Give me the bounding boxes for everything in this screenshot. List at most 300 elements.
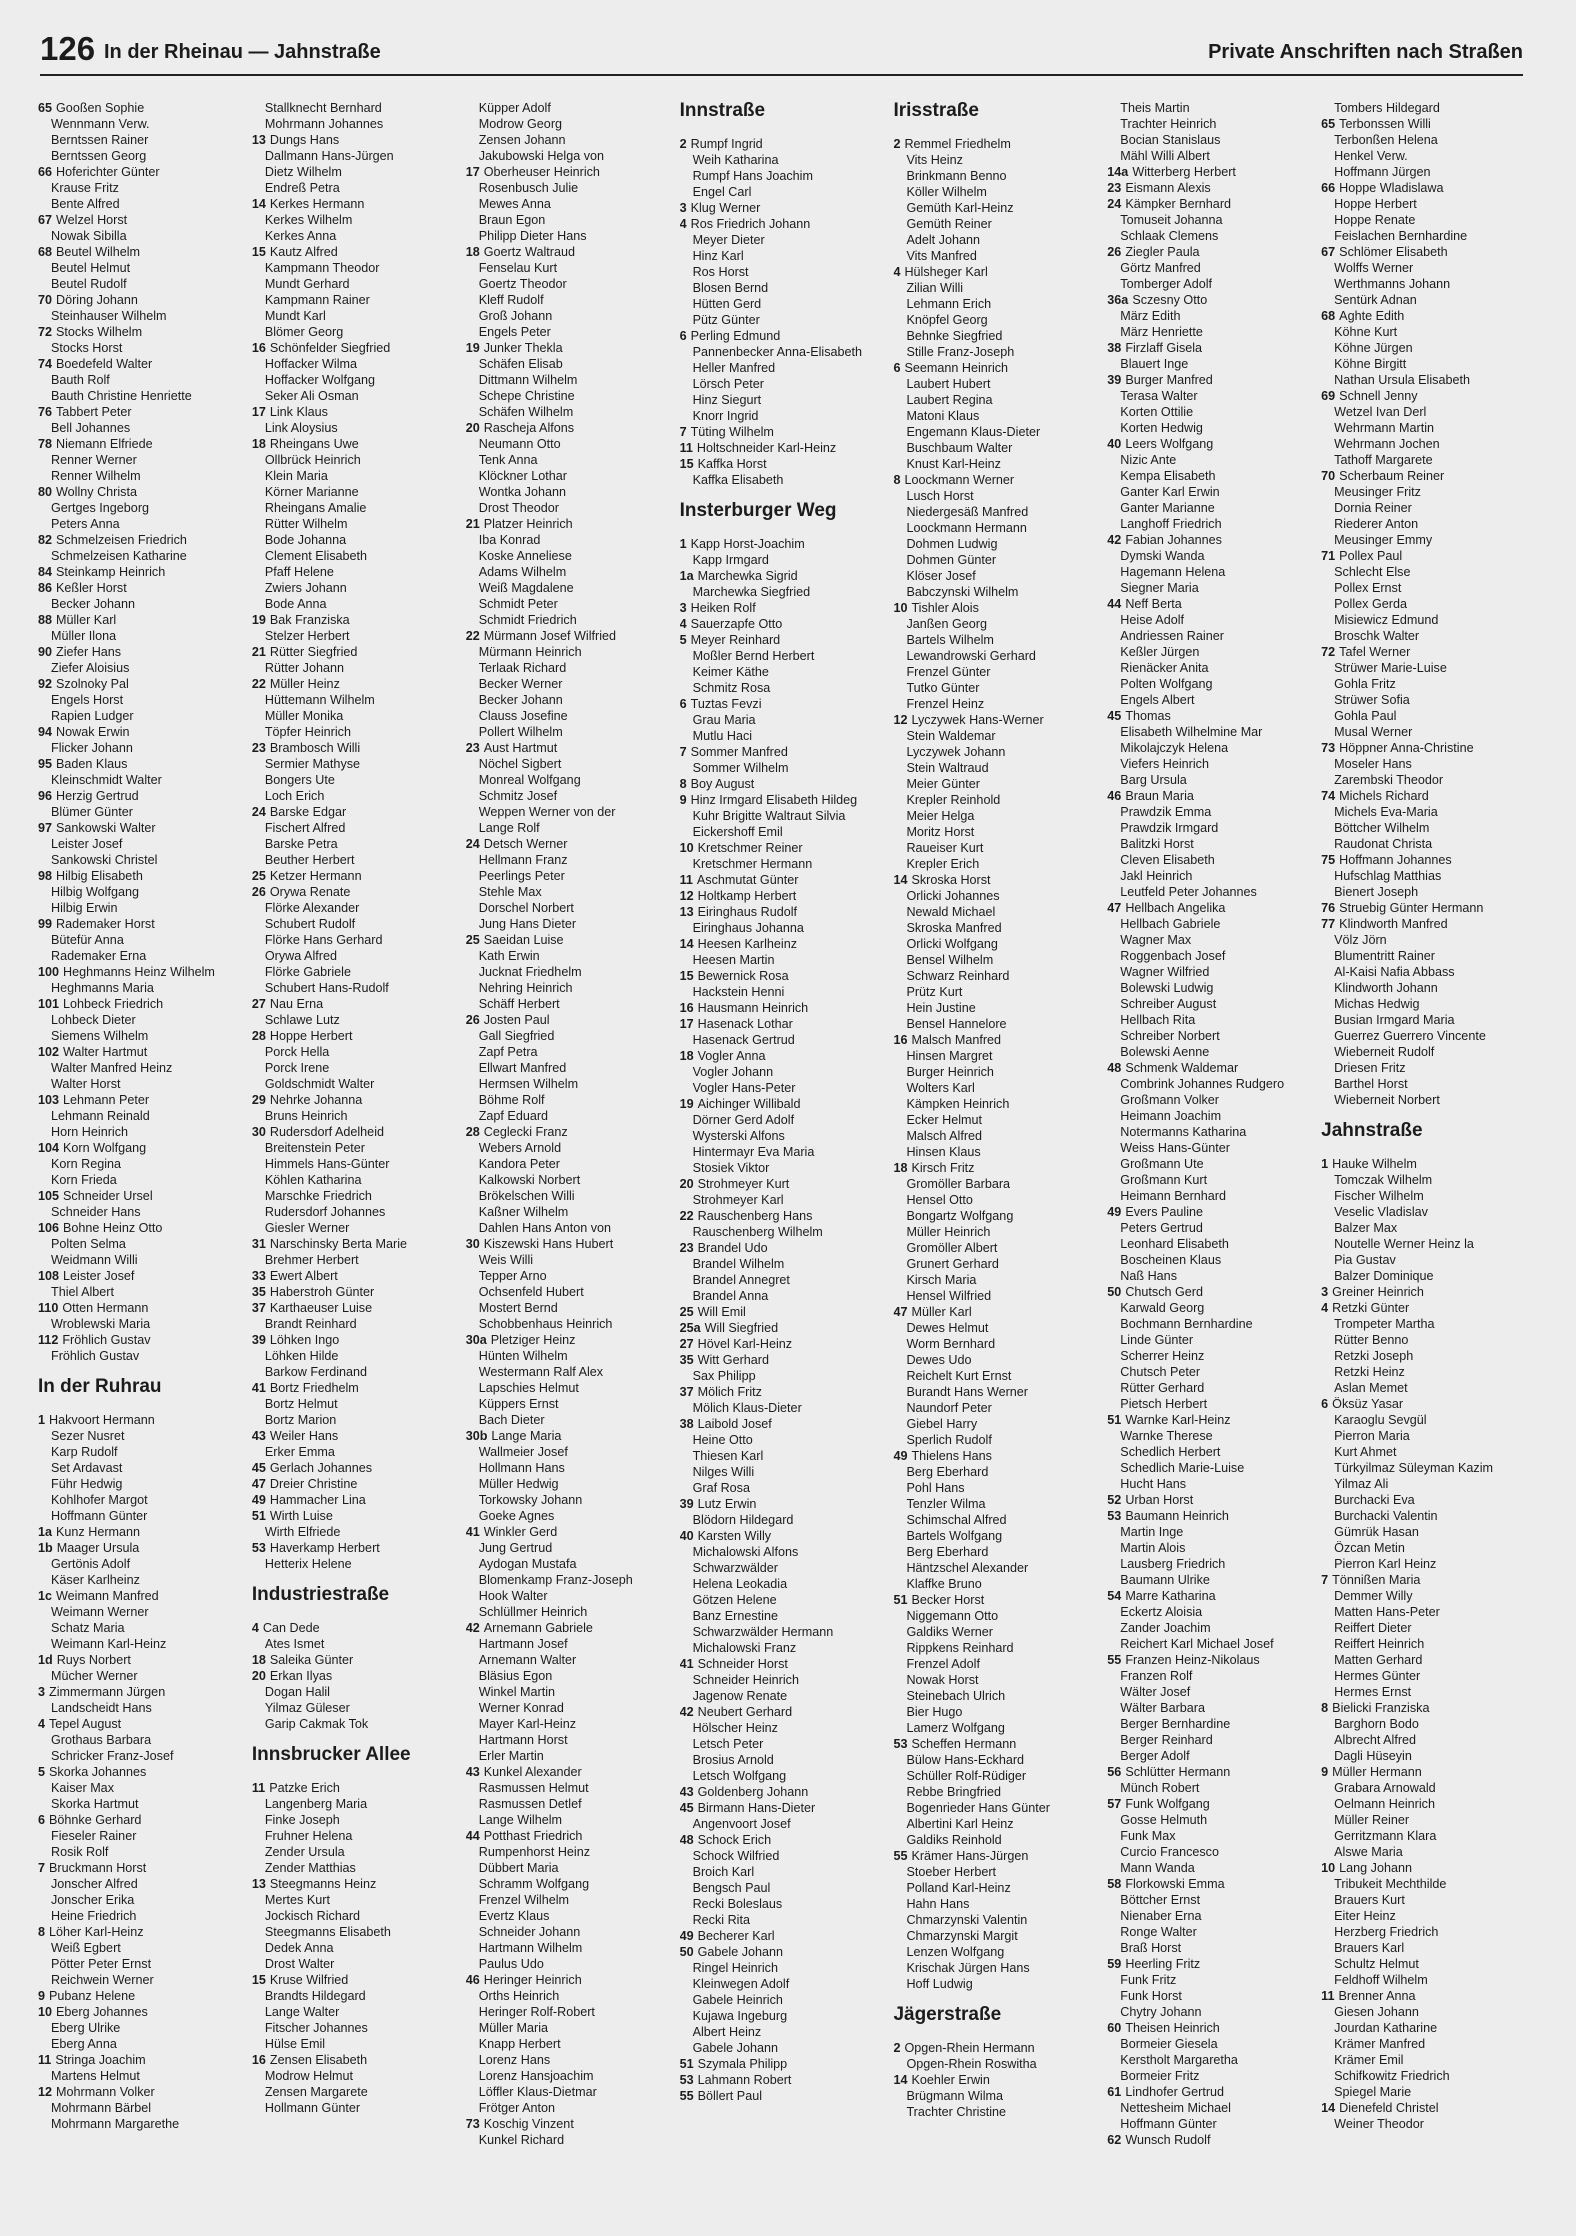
resident-name: Schäfen Elisab	[478, 357, 563, 371]
resident-name: Fischer Wilhelm	[1334, 1189, 1424, 1203]
resident-entry	[252, 532, 459, 548]
resident-name: Hasenack Lothar	[697, 1017, 793, 1031]
resident-name: Strohmeyer Kurt	[697, 1177, 790, 1191]
house-number: 20	[679, 1177, 694, 1191]
resident-entry	[466, 164, 673, 180]
resident-entry	[680, 872, 887, 888]
resident-entry	[1107, 1956, 1314, 1972]
resident-name: Berg Eberhard	[906, 1465, 989, 1479]
resident-name: Blümer Günter	[51, 805, 133, 819]
house-number: 10	[38, 2005, 53, 2019]
resident-name: Moritz Horst	[906, 825, 975, 839]
resident-name: Lorenz Hans	[478, 2053, 551, 2067]
resident-entry	[680, 1288, 887, 1304]
house-number: 69	[1321, 389, 1336, 403]
resident-entry	[466, 1156, 673, 1172]
resident-entry	[38, 1076, 245, 1092]
resident-name: Theis Martin	[1120, 101, 1190, 115]
resident-entry	[252, 1188, 459, 1204]
resident-entry	[252, 1700, 459, 1716]
resident-name: Wennmann Verw.	[51, 117, 150, 131]
resident-name: Porck Hella	[264, 1045, 330, 1059]
resident-entry	[1321, 516, 1528, 532]
resident-name: Naundorf Peter	[906, 1401, 992, 1415]
resident-entry	[252, 260, 459, 276]
resident-name: Kujawa Ingeburg	[692, 2009, 788, 2023]
resident-name: Barkow Ferdinand	[264, 1365, 368, 1379]
resident-entry	[893, 1560, 1100, 1576]
house-number: 73	[1321, 741, 1336, 755]
resident-name: Arnemann Gabriele	[483, 1621, 593, 1635]
resident-entry	[38, 708, 245, 724]
resident-entry	[38, 1988, 245, 2004]
resident-name: Brehmer Herbert	[264, 1253, 359, 1267]
house-number: 44	[1107, 597, 1122, 611]
resident-name: Orths Heinrich	[478, 1989, 560, 2003]
resident-name: Marre Katharina	[1125, 1589, 1216, 1603]
resident-entry	[252, 1236, 459, 1252]
house-number: 7	[679, 425, 687, 439]
resident-entry	[893, 296, 1100, 312]
resident-name: Evers Pauline	[1125, 1205, 1204, 1219]
resident-name: Blumentritt Rainer	[1334, 949, 1435, 963]
resident-name: Weiß Magdalene	[478, 581, 574, 595]
resident-entry	[1107, 676, 1314, 692]
resident-name: Modrow Georg	[478, 117, 563, 131]
resident-name: Großmann Volker	[1120, 1093, 1219, 1107]
resident-entry	[252, 500, 459, 516]
house-number: 73	[465, 2117, 480, 2131]
resident-entry	[680, 1416, 887, 1432]
resident-entry	[893, 1720, 1100, 1736]
resident-entry	[466, 1508, 673, 1524]
resident-name: Sermier Mathyse	[264, 757, 361, 771]
resident-name: Tenzler Wilma	[906, 1497, 986, 1511]
resident-name: Ziefer Aloisius	[51, 661, 130, 675]
resident-name: Skroska Manfred	[906, 921, 1002, 935]
house-number: 49	[1107, 1205, 1122, 1219]
resident-entry	[466, 1380, 673, 1396]
resident-entry	[893, 1784, 1100, 1800]
resident-name: Wälter Josef	[1120, 1685, 1191, 1699]
resident-entry	[1321, 308, 1528, 324]
resident-name: Brinkmann Benno	[906, 169, 1007, 183]
resident-entry	[38, 900, 245, 916]
resident-name: Maager Ursula	[56, 1541, 140, 1555]
resident-name: Müller Reiner	[1334, 1813, 1410, 1827]
house-number: 53	[1107, 1509, 1122, 1523]
resident-name: Lyczywek Hans-Werner	[911, 713, 1044, 727]
resident-name: Schlömer Elisabeth	[1339, 245, 1448, 259]
resident-name: Marchewka Sigrid	[697, 569, 798, 583]
resident-entry	[252, 1428, 459, 1444]
resident-entry	[893, 360, 1100, 376]
resident-name: Siemens Wilhelm	[51, 1029, 149, 1043]
resident-name: Warnke Therese	[1120, 1429, 1213, 1443]
resident-entry	[680, 744, 887, 760]
resident-name: Ruys Norbert	[56, 1653, 131, 1667]
resident-entry	[252, 692, 459, 708]
resident-entry	[680, 376, 887, 392]
resident-name: Terlaak Richard	[478, 661, 567, 675]
resident-name: Leonhard Elisabeth	[1120, 1237, 1229, 1251]
resident-entry	[1107, 1684, 1314, 1700]
resident-entry	[893, 1464, 1100, 1480]
house-number: 74	[1321, 789, 1336, 803]
house-number: 4	[38, 1717, 46, 1731]
resident-name: Pütz Günter	[692, 313, 760, 327]
resident-name: Bochmann Bernhardine	[1120, 1317, 1253, 1331]
resident-entry	[38, 2084, 245, 2100]
resident-name: Stoeber Herbert	[906, 1865, 997, 1879]
resident-entry	[680, 2024, 887, 2040]
resident-name: Himmels Hans-Günter	[264, 1157, 390, 1171]
resident-name: Ringel Heinrich	[692, 1961, 778, 1975]
resident-entry	[1107, 180, 1314, 196]
resident-name: Clauss Josefine	[478, 709, 568, 723]
resident-entry	[893, 904, 1100, 920]
resident-entry	[1321, 596, 1528, 612]
house-number: 76	[38, 405, 53, 419]
resident-entry	[252, 772, 459, 788]
resident-name: Balitzki Horst	[1120, 837, 1194, 851]
resident-name: Engels Horst	[51, 693, 124, 707]
house-number: 23	[1107, 181, 1122, 195]
resident-entry	[466, 980, 673, 996]
house-number: 82	[38, 533, 53, 547]
house-number: 20	[465, 421, 480, 435]
resident-name: Ros Horst	[692, 265, 749, 279]
resident-entry	[893, 504, 1100, 520]
resident-name: Kerkes Wilhelm	[264, 213, 353, 227]
resident-name: Mürmann Josef Wilfried	[483, 629, 617, 643]
resident-entry	[680, 1960, 887, 1976]
resident-entry	[38, 1252, 245, 1268]
resident-name: Schmidt Friedrich	[478, 613, 577, 627]
resident-name: Notermanns Katharina	[1120, 1125, 1247, 1139]
resident-name: Keßler Horst	[56, 581, 127, 595]
house-number: 14a	[1107, 165, 1129, 179]
house-number: 16	[893, 1033, 908, 1047]
resident-entry	[1107, 1780, 1314, 1796]
resident-entry	[893, 1848, 1100, 1864]
resident-name: Chmarzynski Valentin	[906, 1913, 1028, 1927]
resident-name: Link Klaus	[269, 405, 328, 419]
resident-entry	[252, 100, 459, 116]
resident-name: Wagner Max	[1120, 933, 1192, 947]
resident-entry	[680, 2072, 887, 2088]
resident-entry	[680, 1672, 887, 1688]
resident-name: Pia Gustav	[1334, 1253, 1396, 1267]
resident-name: Kohlhofer Margot	[51, 1493, 148, 1507]
resident-name: Sankowski Walter	[56, 821, 156, 835]
resident-entry	[38, 612, 245, 628]
resident-entry	[252, 404, 459, 420]
resident-name: Knapp Herbert	[478, 2037, 561, 2051]
resident-entry	[1107, 1828, 1314, 1844]
resident-name: Kunkel Richard	[478, 2133, 565, 2147]
resident-entry	[1321, 996, 1528, 1012]
resident-name: Eckertz Aloisia	[1120, 1605, 1203, 1619]
resident-name: Letsch Wolfgang	[692, 1769, 787, 1783]
resident-entry	[1107, 1268, 1314, 1284]
resident-entry	[1321, 852, 1528, 868]
resident-name: Wolffs Werner	[1334, 261, 1414, 275]
resident-entry	[38, 1060, 245, 1076]
resident-name: Winkel Martin	[478, 1685, 555, 1699]
resident-name: Tüting Wilhelm	[690, 425, 774, 439]
resident-name: Hölscher Heinz	[692, 1721, 778, 1735]
resident-entry	[38, 500, 245, 516]
resident-name: Gemüth Reiner	[906, 217, 992, 231]
resident-entry	[893, 1800, 1100, 1816]
resident-name: Prawdzik Irmgard	[1120, 821, 1219, 835]
resident-name: Groß Johann	[478, 309, 553, 323]
resident-name: Wieberneit Rudolf	[1334, 1045, 1435, 1059]
resident-name: Dübbert Maria	[478, 1861, 559, 1875]
resident-entry	[1107, 244, 1314, 260]
resident-entry	[680, 1032, 887, 1048]
resident-entry	[252, 1348, 459, 1364]
resident-name: Aslan Memet	[1334, 1381, 1408, 1395]
resident-entry	[466, 564, 673, 580]
resident-name: Rütter Johann	[264, 661, 344, 675]
resident-name: Hilbig Elisabeth	[56, 869, 143, 883]
resident-name: Schifkowitz Friedrich	[1334, 2069, 1450, 2083]
resident-entry	[1321, 868, 1528, 884]
resident-entry	[1321, 884, 1528, 900]
resident-entry	[252, 1716, 459, 1732]
resident-name: Leister Josef	[51, 837, 123, 851]
resident-name: Porck Irene	[264, 1061, 330, 1075]
resident-entry	[466, 1940, 673, 1956]
resident-entry	[466, 1956, 673, 1972]
resident-entry	[893, 1672, 1100, 1688]
house-number: 22	[251, 677, 266, 691]
resident-entry	[893, 1512, 1100, 1528]
resident-entry	[680, 216, 887, 232]
resident-entry	[1107, 2132, 1314, 2148]
resident-name: Mayer Karl-Heinz	[478, 1717, 576, 1731]
resident-entry	[1107, 1572, 1314, 1588]
resident-entry	[252, 1652, 459, 1668]
resident-name: Schubert Hans-Rudolf	[264, 981, 389, 995]
resident-entry	[252, 1460, 459, 1476]
resident-name: Ecker Helmut	[906, 1113, 983, 1127]
resident-entry	[466, 708, 673, 724]
resident-entry	[466, 1492, 673, 1508]
resident-name: Karp Rudolf	[51, 1445, 118, 1459]
resident-name: Lausberg Friedrich	[1120, 1557, 1226, 1571]
resident-entry	[252, 1956, 459, 1972]
resident-name: Brandts Hildegard	[264, 1989, 366, 2003]
resident-entry	[1321, 644, 1528, 660]
resident-name: Beutel Helmut	[51, 261, 131, 275]
directory-column	[252, 100, 459, 2210]
resident-entry	[893, 1864, 1100, 1880]
house-number: 43	[251, 1429, 266, 1443]
resident-name: Pierron Maria	[1334, 1429, 1410, 1443]
resident-entry	[252, 292, 459, 308]
resident-name: Döring Johann	[56, 293, 138, 307]
resident-name: Hackstein Henni	[692, 985, 785, 999]
resident-entry	[38, 260, 245, 276]
resident-name: Becker Johann	[51, 597, 136, 611]
resident-entry	[1107, 1876, 1314, 1892]
resident-entry	[1321, 532, 1528, 548]
resident-name: Hoffmann Günter	[51, 1509, 148, 1523]
resident-entry	[466, 1556, 673, 1572]
resident-name: Gooßen Sophie	[56, 101, 145, 115]
resident-name: Sperlich Rudolf	[906, 1433, 992, 1447]
resident-entry	[252, 2052, 459, 2068]
resident-name: Gohla Paul	[1334, 709, 1397, 723]
resident-entry	[893, 488, 1100, 504]
resident-entry	[1321, 1556, 1528, 1572]
resident-entry	[252, 2068, 459, 2084]
house-number: 11	[679, 873, 693, 887]
resident-name: Ros Friedrich Johann	[690, 217, 811, 231]
resident-name: Chytry Johann	[1120, 2005, 1202, 2019]
resident-name: Beuther Herbert	[264, 853, 355, 867]
resident-name: Korn Regina	[51, 1157, 122, 1171]
resident-entry	[1321, 468, 1528, 484]
resident-name: Cleven Elisabeth	[1120, 853, 1215, 867]
house-number: 40	[1107, 437, 1122, 451]
house-number: 37	[251, 1301, 266, 1315]
resident-name: Martens Helmut	[51, 2069, 140, 2083]
resident-entry	[252, 1780, 459, 1796]
resident-entry	[680, 440, 887, 456]
resident-name: Fabian Johannes	[1125, 533, 1222, 547]
resident-entry	[38, 1284, 245, 1300]
resident-entry	[893, 1960, 1100, 1976]
house-number: 15	[679, 969, 694, 983]
resident-entry	[1107, 1748, 1314, 1764]
resident-entry	[1107, 356, 1314, 372]
resident-entry	[252, 516, 459, 532]
resident-name: Kalkowski Norbert	[478, 1173, 581, 1187]
resident-entry	[1321, 292, 1528, 308]
resident-entry	[893, 808, 1100, 824]
house-number: 46	[1107, 789, 1122, 803]
resident-name: Trachter Heinrich	[1120, 117, 1217, 131]
resident-name: Weiler Hans	[269, 1429, 339, 1443]
resident-entry	[466, 260, 673, 276]
resident-name: Loockmann Hermann	[906, 521, 1027, 535]
resident-entry	[252, 1220, 459, 1236]
resident-name: Löher Karl-Heinz	[49, 1925, 144, 1939]
resident-name: Heller Manfred	[692, 361, 776, 375]
resident-name: Lehmann Erich	[906, 297, 992, 311]
resident-name: Rauschenberg Hans	[697, 1209, 813, 1223]
resident-name: Bruns Heinrich	[264, 1109, 348, 1123]
resident-name: Wolters Karl	[906, 1081, 975, 1095]
resident-entry	[38, 1316, 245, 1332]
resident-entry	[893, 248, 1100, 264]
resident-entry	[1107, 148, 1314, 164]
resident-name: Mölich Fritz	[697, 1385, 762, 1399]
house-number: 86	[38, 581, 53, 595]
resident-entry	[893, 2040, 1100, 2056]
resident-entry	[1321, 820, 1528, 836]
resident-name: Bormeier Giesela	[1120, 2037, 1218, 2051]
resident-name: Sczesny Otto	[1132, 293, 1208, 307]
resident-name: Alswe Maria	[1334, 1845, 1403, 1859]
house-number: 50	[679, 1945, 694, 1959]
house-number: 67	[38, 213, 53, 227]
resident-name: Aichinger Willibald	[697, 1097, 801, 1111]
resident-name: Torkowsky Johann	[478, 1493, 583, 1507]
resident-entry	[680, 1976, 887, 1992]
resident-entry	[893, 2088, 1100, 2104]
resident-entry	[466, 276, 673, 292]
resident-name: Stallknecht Bernhard	[264, 101, 382, 115]
resident-entry	[466, 772, 673, 788]
resident-entry	[38, 1876, 245, 1892]
resident-name: Goldenberg Johann	[697, 1785, 809, 1799]
resident-entry	[38, 1956, 245, 1972]
resident-name: Steinkamp Heinrich	[56, 565, 166, 579]
resident-entry	[1321, 436, 1528, 452]
resident-name: Schramm Wolfgang	[478, 1877, 590, 1891]
resident-entry	[893, 888, 1100, 904]
resident-name: Weimann Karl-Heinz	[51, 1637, 167, 1651]
resident-name: Hintermayr Eva Maria	[692, 1145, 815, 1159]
house-number: 3	[679, 201, 687, 215]
resident-entry	[680, 1272, 887, 1288]
house-number: 1	[679, 537, 687, 551]
house-number: 47	[1107, 901, 1122, 915]
resident-entry	[1107, 1012, 1314, 1028]
resident-entry	[252, 964, 459, 980]
resident-entry	[1321, 500, 1528, 516]
house-number: 4	[1321, 1301, 1329, 1315]
resident-entry	[680, 600, 887, 616]
resident-name: Götzen Helene	[692, 1593, 777, 1607]
resident-name: Ketzer Hermann	[269, 869, 362, 883]
resident-entry	[893, 648, 1100, 664]
resident-entry	[1321, 100, 1528, 116]
resident-name: Krause Fritz	[51, 181, 119, 195]
resident-entry	[466, 580, 673, 596]
resident-entry	[1107, 1700, 1314, 1716]
resident-name: Recki Boleslaus	[692, 1897, 783, 1911]
resident-name: Breitenstein Peter	[264, 1141, 365, 1155]
resident-name: Krämer Emil	[1334, 2053, 1404, 2067]
resident-name: Nettesheim Michael	[1120, 2101, 1231, 2115]
resident-entry	[1107, 548, 1314, 564]
resident-entry	[1107, 164, 1314, 180]
resident-entry	[893, 1304, 1100, 1320]
house-number: 11	[679, 441, 693, 455]
resident-name: Brandel Udo	[697, 1241, 768, 1255]
resident-name: Mikolajczyk Helena	[1120, 741, 1229, 755]
resident-name: Funk Fritz	[1120, 1973, 1177, 1987]
directory-column	[1107, 100, 1314, 2210]
resident-name: Eiringhaus Johanna	[692, 921, 804, 935]
resident-name: Hinsen Margret	[906, 1049, 993, 1063]
resident-entry	[680, 1944, 887, 1960]
resident-name: Frötger Anton	[478, 2101, 556, 2115]
resident-entry	[252, 2100, 459, 2116]
resident-name: Erker Emma	[264, 1445, 335, 1459]
resident-entry	[1321, 676, 1528, 692]
resident-name: Holtkamp Herbert	[697, 889, 797, 903]
resident-name: Nowak Sibilla	[51, 229, 127, 243]
resident-name: Retzki Günter	[1332, 1301, 1410, 1315]
resident-name: Zensen Elisabeth	[269, 2053, 368, 2067]
